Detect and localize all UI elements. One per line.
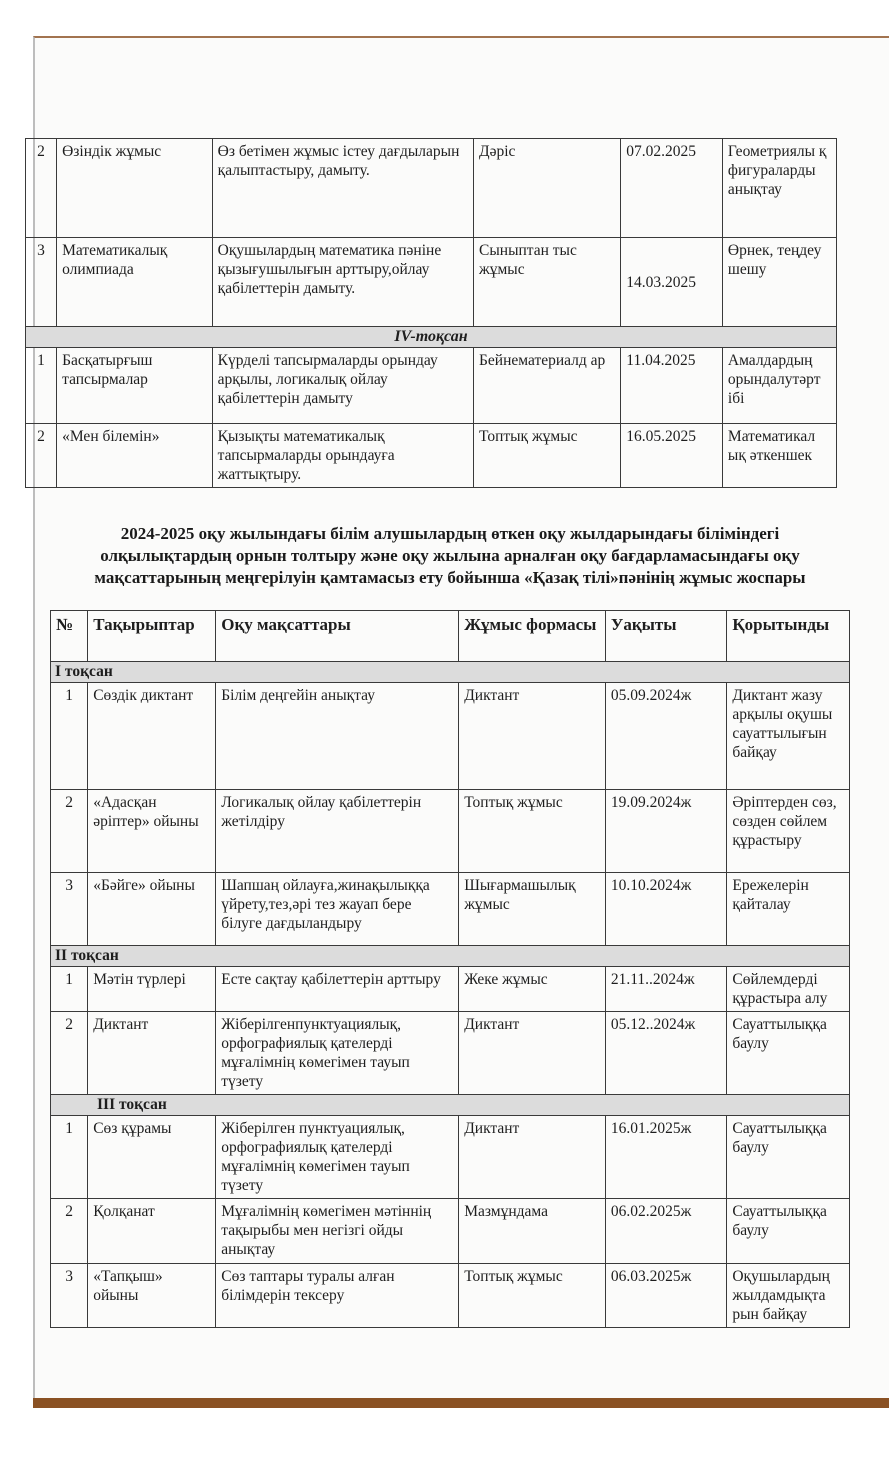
header-time: Уақыты [605, 611, 726, 662]
row-number: 1 [51, 967, 88, 1012]
table-row [51, 873, 850, 946]
paper-bottom-edge [33, 1398, 889, 1408]
row-topic: Басқатырғыш тапсырмалар [57, 348, 213, 424]
quarter-label: I тоқсан [51, 662, 850, 683]
row-result: Ережелерін қайталау [727, 873, 850, 946]
row-topic: Мәтін түрлері [88, 967, 216, 1012]
row-date: 19.09.2024ж [605, 790, 726, 873]
row-number: 1 [26, 348, 57, 424]
row-date: 05.09.2024ж [605, 683, 726, 790]
header-work-form: Жұмыс формасы [459, 611, 606, 662]
row-number: 3 [26, 238, 57, 327]
row-goal: Логикалық ойлау қабілеттерін жетілдіру [216, 790, 459, 873]
row-number: 2 [26, 424, 57, 488]
row-form: Сыныптан тыс жұмыс [474, 238, 621, 327]
row-goal: Шапшаң ойлауға,жинақылыққа үйрету,тез,әрі тез жауап бере білуге дағдыландыру [216, 873, 459, 946]
quarter-label: II тоқсан [51, 946, 850, 967]
table-row [51, 1199, 850, 1264]
row-result: Амалдардың орындалутәрт ібі [722, 348, 836, 424]
kazakh-language-plan-table [50, 610, 850, 1328]
table-row [51, 967, 850, 1012]
row-result: Әріптерден сөз, сөзден сөйлем құрастыру [727, 790, 850, 873]
row-number: 2 [26, 139, 57, 238]
row-number: 3 [51, 873, 88, 946]
quarter-header-ii [51, 946, 850, 967]
row-result: Сауаттылыққа баулу [727, 1116, 850, 1199]
row-result: Математикал ық әткеншек [722, 424, 836, 488]
row-goal: Есте сақтау қабілеттерін арттыру [216, 967, 459, 1012]
row-goal: Күрделі тапсырмаларды орындау арқылы, логикалық ойлау қабілеттерін дамыту [212, 348, 473, 424]
row-number: 2 [51, 790, 88, 873]
quarter-label: III тоқсан [51, 1095, 850, 1116]
row-goal: Жіберілген пунктуациялық, орфографиялық қателерді мұғалімнің көмегімен тауып түзету [216, 1116, 459, 1199]
row-date: 16.01.2025ж [605, 1116, 726, 1199]
quarter-header-iii [51, 1095, 850, 1116]
row-topic: Диктант [88, 1012, 216, 1095]
row-date: 06.03.2025ж [605, 1264, 726, 1328]
row-goal: Қызықты математикалық тапсырмаларды орындауға жаттықтыру. [212, 424, 473, 488]
table-row [26, 348, 837, 424]
table-row [51, 1116, 850, 1199]
table-row [51, 1264, 850, 1328]
row-topic: Сөз құрамы [88, 1116, 216, 1199]
row-topic: «Тапқыш» ойыны [88, 1264, 216, 1328]
header-result: Қорытынды [727, 611, 850, 662]
quarter-header-i [51, 662, 850, 683]
row-result: Сауаттылыққа баулу [727, 1012, 850, 1095]
row-topic: «Адасқан әріптер» ойыны [88, 790, 216, 873]
row-date: 21.11..2024ж [605, 967, 726, 1012]
table-row [51, 790, 850, 873]
table-header-row [51, 611, 850, 662]
row-topic: Өзіндік жұмыс [57, 139, 213, 238]
row-result: Сауаттылыққа баулу [727, 1199, 850, 1264]
quarter-label: IV-тоқсан [26, 327, 837, 348]
table-row [26, 139, 837, 238]
row-topic: «Мен білемін» [57, 424, 213, 488]
row-form: Диктант [459, 1012, 606, 1095]
row-goal: Өз бетімен жұмыс істеу дағдыларын қалыптастыру, дамыту. [212, 139, 473, 238]
row-number: 2 [51, 1012, 88, 1095]
row-form: Жеке жұмыс [459, 967, 606, 1012]
header-topics: Тақырыптар [88, 611, 216, 662]
row-form: Топтық жұмыс [459, 790, 606, 873]
row-topic: «Бәйге» ойыны [88, 873, 216, 946]
row-result: Геометриялы қ фигураларды анықтау [722, 139, 836, 238]
header-goals: Оқу мақсаттары [216, 611, 459, 662]
row-form: Шығармашылық жұмыс [459, 873, 606, 946]
header-number: № [51, 611, 88, 662]
row-topic: Математикалық олимпиада [57, 238, 213, 327]
plan-title: 2024-2025 оқу жылындағы білім алушылардың өткен оқу жылдарындағы біліміндегі олқылықтардың орнын толтыру және оқу жылына арналған оқу бағдарламасындағы оқу мақсаттарының меңгерілуін қамтамасыз ету бойынша «Қазақ тілі»пәнінің жұмыс жоспары [94, 524, 806, 587]
row-number: 2 [51, 1199, 88, 1264]
row-goal: Сөз таптары туралы алған білімдерін тексеру [216, 1264, 459, 1328]
row-form: Мазмұндама [459, 1199, 606, 1264]
row-goal: Білім деңгейін анықтау [216, 683, 459, 790]
quarter-header-iv [26, 327, 837, 348]
continued-plan-table [25, 138, 837, 488]
row-goal: Оқушылардың математика пәніне қызығушылығын арттыру,ойлау қабілеттерін дамыту. [212, 238, 473, 327]
row-result: Өрнек, теңдеу шешу [722, 238, 836, 327]
row-form: Топтық жұмыс [474, 424, 621, 488]
row-result: Оқушылардың жылдамдықта рын байқау [727, 1264, 850, 1328]
row-date: 16.05.2025 [621, 424, 723, 488]
row-result: Сөйлемдерді құрастыра алу [727, 967, 850, 1012]
row-result: Диктант жазу арқылы оқушы сауаттылығын байқау [727, 683, 850, 790]
row-goal: Мұғалімнің көмегімен мәтіннің тақырыбы мен негізгі ойды анықтау [216, 1199, 459, 1264]
row-number: 1 [51, 683, 88, 790]
table-row [51, 1012, 850, 1095]
row-date: 05.12..2024ж [605, 1012, 726, 1095]
row-date: 14.03.2025 [621, 238, 723, 327]
row-date: 10.10.2024ж [605, 873, 726, 946]
row-number: 3 [51, 1264, 88, 1328]
row-date: 06.02.2025ж [605, 1199, 726, 1264]
row-form: Топтық жұмыс [459, 1264, 606, 1328]
table-row [26, 424, 837, 488]
row-date: 07.02.2025 [621, 139, 723, 238]
row-form: Диктант [459, 1116, 606, 1199]
table-row [26, 238, 837, 327]
row-goal: Жіберілгенпунктуациялық, орфографиялық қателерді мұғалімнің көмегімен тауып түзету [216, 1012, 459, 1095]
row-form: Бейнематериалд ар [474, 348, 621, 424]
row-topic: Сөздік диктант [88, 683, 216, 790]
row-topic: Қолқанат [88, 1199, 216, 1264]
table-row [51, 683, 850, 790]
row-date: 11.04.2025 [621, 348, 723, 424]
row-form: Диктант [459, 683, 606, 790]
row-number: 1 [51, 1116, 88, 1199]
row-form: Дәріс [474, 139, 621, 238]
